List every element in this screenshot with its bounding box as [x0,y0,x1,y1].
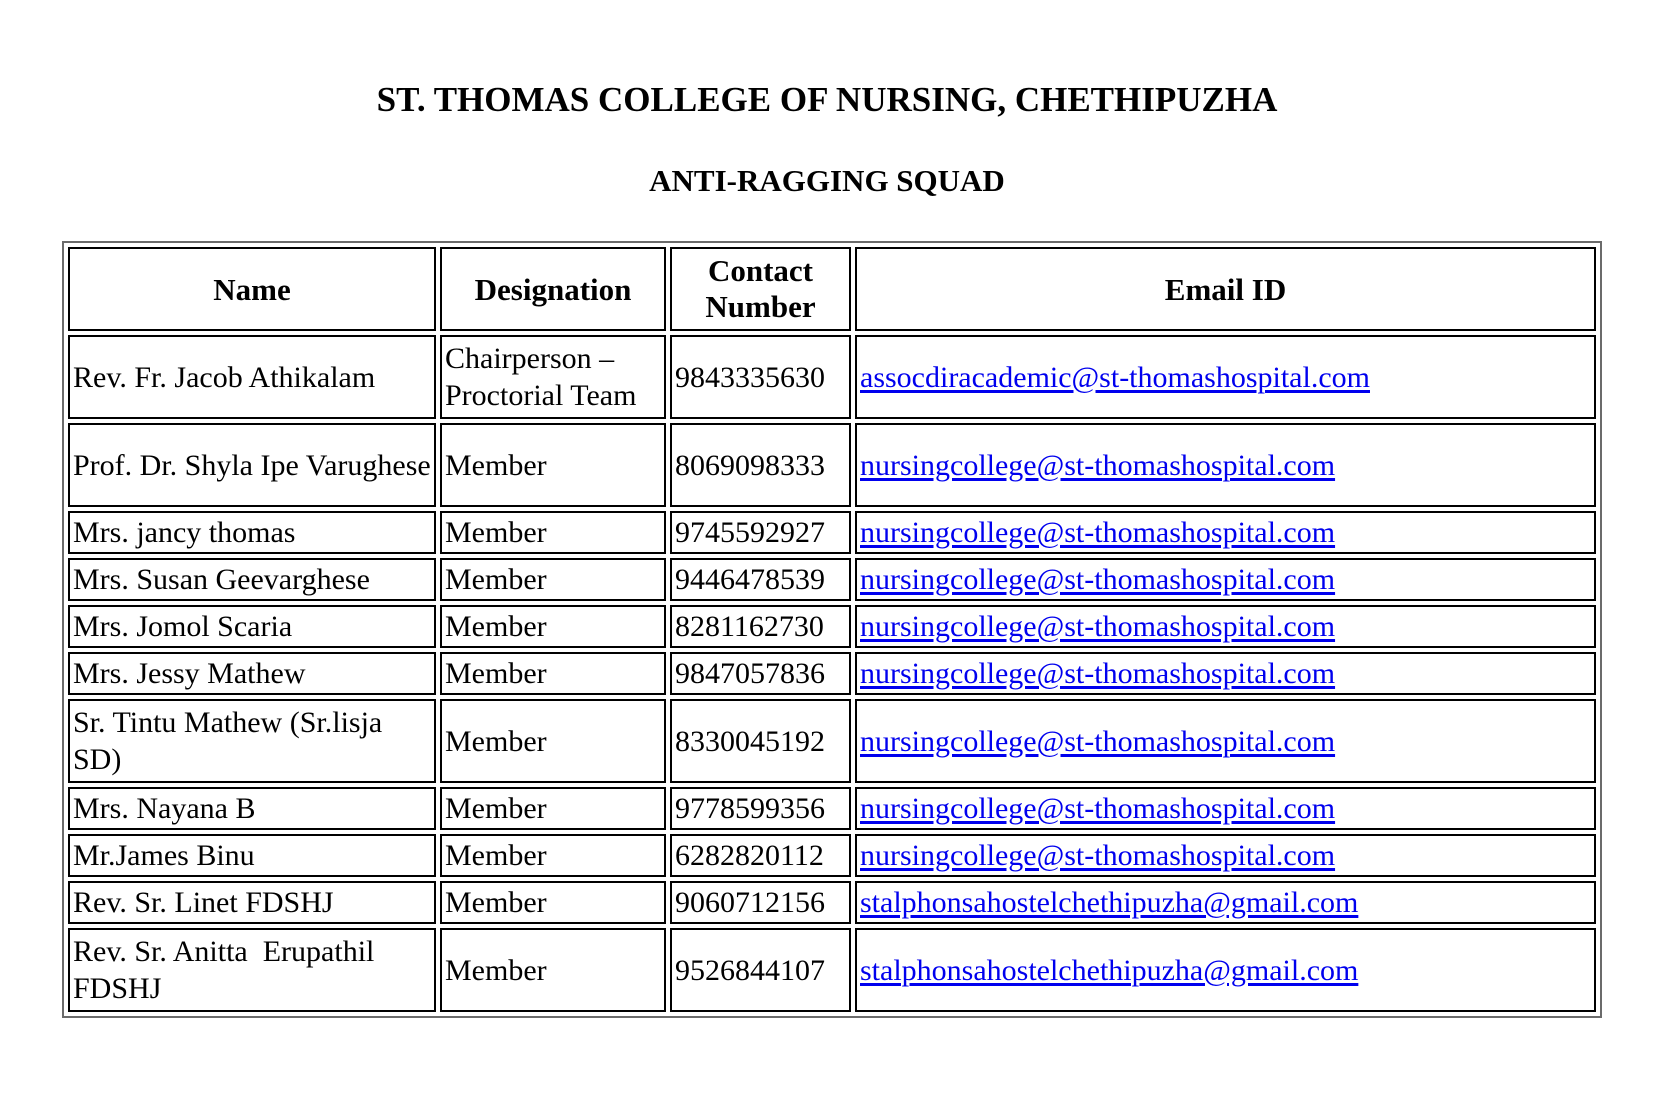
member-designation: Member [440,652,666,695]
member-email-link[interactable]: nursingcollege@st-thomashospital.com [860,792,1336,825]
member-name: Prof. Dr. Shyla Ipe Varughese [68,423,436,507]
table-row [68,787,1596,830]
member-email-link[interactable]: nursingcollege@st-thomashospital.com [860,610,1336,643]
member-email-link[interactable]: nursingcollege@st-thomashospital.com [860,724,1336,758]
member-name: Mrs. Jessy Mathew [68,652,436,695]
table-row [68,881,1596,924]
header-email-id: Email ID [855,247,1596,331]
member-email-link[interactable]: nursingcollege@st-thomashospital.com [860,563,1336,596]
member-email-cell [855,652,1596,695]
member-contact: 9526844107 [670,928,851,1012]
member-name: Mrs. Nayana B [68,787,436,830]
member-designation: Member [440,699,666,783]
table-row [68,652,1596,695]
page-title: ST. THOMAS COLLEGE OF NURSING, CHETHIPUZHA [376,80,1278,119]
header-designation: Designation [440,247,666,331]
member-email-cell [855,881,1596,924]
table-row [68,511,1596,554]
header-contact-number: Contact Number [670,247,851,331]
table-row [68,699,1596,783]
member-designation: Member [440,511,666,554]
member-email-cell [855,558,1596,601]
member-email-cell [855,511,1596,554]
member-contact: 9847057836 [670,652,851,695]
member-designation: Member [440,423,666,507]
member-email-cell [855,605,1596,648]
member-name: Mr.James Binu [68,834,436,877]
member-designation: Member [440,834,666,877]
member-contact: 9843335630 [670,335,851,419]
member-email-cell [855,787,1596,830]
member-name: Mrs. Jomol Scaria [68,605,436,648]
member-email-link[interactable]: stalphonsahostelchethipuzha@gmail.com [860,953,1359,987]
table-row [68,423,1596,507]
member-designation: Chairperson – Proctorial Team [440,335,666,419]
member-email-link[interactable]: nursingcollege@st-thomashospital.com [860,516,1336,549]
member-designation: Member [440,558,666,601]
member-email-link[interactable]: nursingcollege@st-thomashospital.com [860,839,1336,872]
member-email-link[interactable]: assocdiracademic@st-thomashospital.com [860,360,1370,394]
member-name: Rev. Fr. Jacob Athikalam [68,335,436,419]
member-contact: 6282820112 [670,834,851,877]
member-email-cell [855,423,1596,507]
member-name: Mrs. Susan Geevarghese [68,558,436,601]
member-email-link[interactable]: nursingcollege@st-thomashospital.com [860,448,1336,482]
member-name: Mrs. jancy thomas [68,511,436,554]
table-row [68,335,1596,419]
member-name: Sr. Tintu Mathew (Sr.lisja SD) [68,699,436,783]
member-email-cell [855,699,1596,783]
member-designation: Member [440,787,666,830]
table-header-row [68,247,1596,331]
member-contact: 8281162730 [670,605,851,648]
member-contact: 8069098333 [670,423,851,507]
table-row [68,928,1596,1012]
member-contact: 9060712156 [670,881,851,924]
member-contact: 9778599356 [670,787,851,830]
table-row [68,558,1596,601]
member-email-link[interactable]: nursingcollege@st-thomashospital.com [860,657,1336,690]
table-row [68,605,1596,648]
member-contact: 8330045192 [670,699,851,783]
member-email-cell [855,834,1596,877]
table-row [68,834,1596,877]
member-email-link[interactable]: stalphonsahostelchethipuzha@gmail.com [860,886,1359,919]
header-name: Name [68,247,436,331]
member-contact: 9745592927 [670,511,851,554]
squad-table [62,241,1602,1018]
member-designation: Member [440,928,666,1012]
squad-table-container [62,241,1602,1018]
member-email-cell [855,928,1596,1012]
member-name: Rev. Sr. Anitta Erupathil FDSHJ [68,928,436,1012]
member-designation: Member [440,881,666,924]
member-designation: Member [440,605,666,648]
page-subtitle: ANTI-RAGGING SQUAD [649,163,1005,198]
member-email-cell [855,335,1596,419]
member-contact: 9446478539 [670,558,851,601]
member-name: Rev. Sr. Linet FDSHJ [68,881,436,924]
